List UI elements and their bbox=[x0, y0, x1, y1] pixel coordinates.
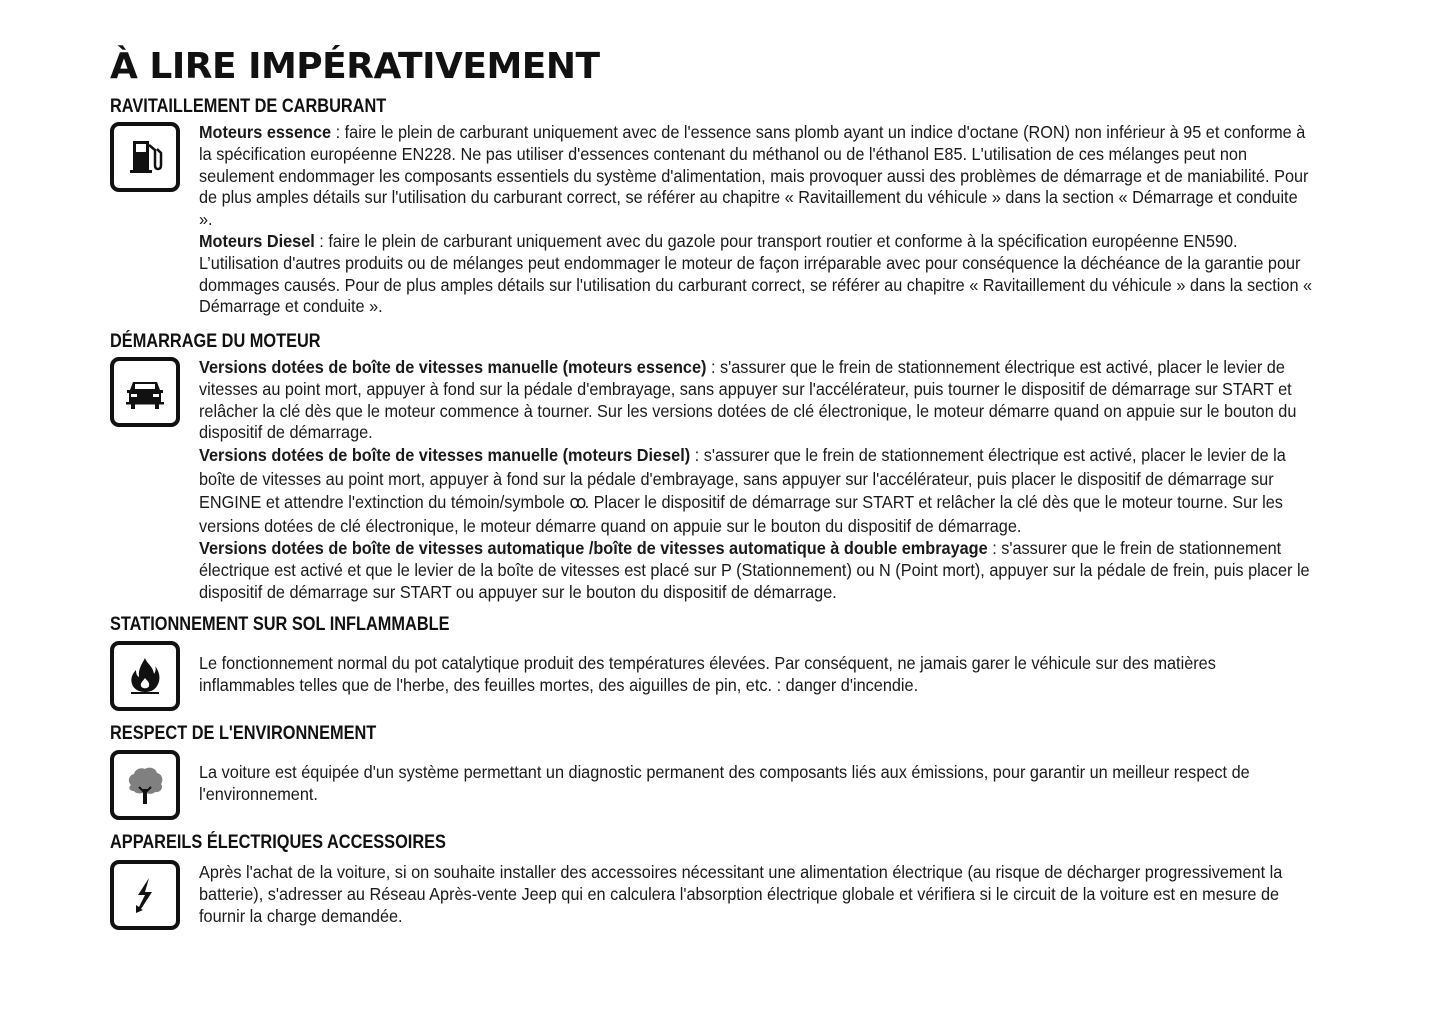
paragraph-flammable: Le fonctionnement normal du pot catalytique produit des températures élevées. Par conséquent, ne jamais garer le véhicule sur des matières inflammables telles que de l'herbe, des feuilles mortes, des aiguilles de pin, etc. : danger d'incendie. bbox=[199, 653, 1216, 695]
fuel-icon-box bbox=[110, 122, 180, 192]
flame-icon-box bbox=[110, 641, 180, 711]
flame-icon bbox=[123, 654, 167, 698]
paragraph-manual-diesel: Versions dotées de boîte de vitesses manuelle (moteurs Diesel) : s'assurer que le frein de stationnement électrique est activé, placer le levier de la boîte de vitesses au point mort, appuyer à fond sur la pédale d'embrayage, sans appuyer sur l'accélérateur, puis placer le dispositif de démarrage sur ENGINE et attendre l'extinction du témoin/symbole ꝏ. Placer le dispositif de démarrage sur START et relâcher la clé dès que le moteur tourne. Sur les versions dotées de clé électronique, le moteur démarre quand on appuie sur le bouton du dispositif de démarrage. bbox=[199, 445, 1286, 536]
section-body-electrical bbox=[199, 862, 1315, 927]
paragraph-petrol: Moteurs essence : faire le plein de carburant uniquement avec de l'essence sans plomb ayant un indice d'octane (RON) non inférieur à 95 et conforme à la spécification européenne EN228. Ne pas utiliser d'essences contenant du méthanol ou de l'éthanol E85. L'utilisation de ces mélanges peut non seulement endommager les composants essentiels du système d'alimentation, mais provoquer aussi des problèmes de démarrage et de maniabilité. Pour de plus amples détails sur l'utilisation du carburant correct, se référer au chapitre « Ravitaillement du véhicule » dans la section « Démarrage et conduite ». bbox=[199, 122, 1309, 230]
lightning-icon-box bbox=[110, 860, 180, 930]
paragraph-diesel: Moteurs Diesel : faire le plein de carburant uniquement avec du gazole pour transport routier et conforme à la spécification européenne EN590. L’utilisation d'autres produits ou de mélanges peut endommager le moteur de façon irréparable avec pour conséquence la déchéance de la garantie pour dommages causés. Pour de plus amples détails sur l'utilisation du carburant correct, se référer au chapitre « Ravitaillement du véhicule » dans la section « Démarrage et conduite ». bbox=[199, 230, 1313, 317]
section-body-fuel bbox=[199, 122, 1315, 318]
section-heading-engine-start: DÉMARRAGE DU MOTEUR bbox=[110, 331, 321, 352]
paragraph-automatic: Versions dotées de boîte de vitesses automatique /boîte de vitesses automatique à double embrayage : s'assurer que le frein de stationnement électrique est activé et que le levier de la boîte de vitesses est placé sur P (Stationnement) ou N (Point mort), appuyer sur la pédale de frein, puis placer le dispositif de démarrage sur START ou appuyer sur le bouton du dispositif de démarrage. bbox=[199, 538, 1310, 602]
section-body-engine-start bbox=[199, 357, 1315, 604]
section-heading-environment: RESPECT DE L'ENVIRONNEMENT bbox=[110, 723, 377, 744]
tree-icon-box bbox=[110, 750, 180, 820]
glow-plug-symbol-icon: ꝏ bbox=[569, 492, 585, 513]
section-heading-fuel: RAVITAILLEMENT DE CARBURANT bbox=[110, 96, 387, 117]
section-body-flammable bbox=[199, 653, 1315, 697]
section-body-environment bbox=[199, 762, 1315, 806]
car-front-icon bbox=[123, 370, 167, 414]
tree-icon bbox=[123, 763, 167, 807]
paragraph-electrical: Après l'achat de la voiture, si on souhaite installer des accessoires nécessitant une alimentation électrique (au risque de décharger progressivement la batterie), s'adresser au Réseau Après-vente Jeep qui en calculera l'absorption électrique globale et vérifiera si le circuit de la voiture est en mesure de fournir la charge demandée. bbox=[199, 862, 1283, 926]
section-heading-flammable: STATIONNEMENT SUR SOL INFLAMMABLE bbox=[110, 614, 450, 635]
section-heading-electrical: APPAREILS ÉLECTRIQUES ACCESSOIRES bbox=[110, 832, 446, 853]
car-icon-box bbox=[110, 357, 180, 427]
paragraph-environment: La voiture est équipée d'un système permettant un diagnostic permanent des composants liés aux émissions, pour garantir un meilleur respect de l'environnement. bbox=[199, 762, 1250, 804]
fuel-pump-icon bbox=[123, 135, 167, 179]
page-title: À LIRE IMPÉRATIVEMENT bbox=[110, 46, 600, 87]
paragraph-manual-petrol: Versions dotées de boîte de vitesses manuelle (moteurs essence) : s'assurer que le frein de stationnement électrique est activé, placer le levier de vitesses au point mort, appuyer à fond sur la pédale d'embrayage, sans appuyer sur l'accélérateur, puis tourner le dispositif de démarrage sur START et relâcher la clé dès que le moteur commence à tourner. Sur les versions dotées de clé électronique, le moteur démarre quand on appuie sur le bouton du dispositif de démarrage. bbox=[199, 357, 1297, 443]
lightning-bolt-icon bbox=[123, 873, 167, 917]
